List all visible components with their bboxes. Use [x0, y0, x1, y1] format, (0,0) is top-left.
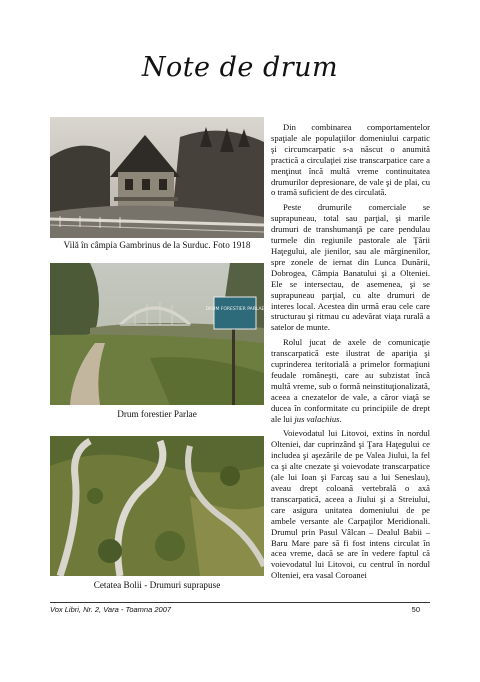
footer-publication: Vox Libri, Nr. 2, Vara - Toamna 2007 — [50, 605, 172, 614]
article-paragraph — [271, 337, 430, 424]
photo-caption-cetatea: Cetatea Bolii - Drumuri suprapuse — [93, 580, 221, 590]
photo-caption-villa: Vilă în câmpia Gambrinus de la Surduc. Foto 1918 — [63, 240, 251, 250]
photo-caption-road: Drum forestier Parlae — [117, 409, 197, 419]
article-text — [271, 122, 430, 581]
page-footer — [50, 605, 430, 614]
cetatea-bolii-photo — [50, 436, 264, 576]
article-paragraph: Peste drumurile comerciale se suprapuneau, total sau parţial, şi marile drumuri de transhumanţă pe care pendulau turmele din regiunile pastorale ale Ţării Haţegului, ale jienilor, sau ale mărginenilor, spre zonele de iernat din Lunca Dunării, Dobrogea, Câmpia Banatului şi a Olteniei. Ele se intersectau, de asemenea, şi se suprapuneau parţial, cu alte drumuri de interes local. Acestea din urmă erau cele care structurau şi ritmau cu adevărat viaţa rurală a satelor de munte. — [271, 202, 430, 333]
footer-rule — [50, 602, 430, 603]
forest-road-photo — [50, 263, 264, 405]
italic-term-suffix: . — [339, 413, 342, 424]
article-paragraph: Din combinarea comportamentelor spaţiale ale populaţiilor domeniului carpatic şi circumcarpatic s-a născut o anumită practică a circulaţiei zise transcarpatice care a menţinut încă multă vreme continuitatea drumurilor depresionare, de vale şi de plai, cu o tramă suficient de des circulată. — [271, 122, 430, 198]
page-title: Note de drum — [141, 52, 339, 83]
road-sign-text: DRUM FORESTIER PARLAE — [205, 307, 264, 312]
article-paragraph: Voievodatul lui Litovoi, extins în nordul Olteniei, dar cuprinzând şi Ţara Haţegului ce includea şi aşezările de pe Valea Jiului, la fel ca şi alte cnezate şi voievodate transcarpatice (ale lui Ioan şi Farcaş sau a lui Seneslau), aveau drept coloană vertebrală o axă transcarpatică, aceea a Jiului şi a Streiului, care asigura unitatea domeniului de pe ambele versante ale Carpaţilor Meridionali. Drumul prin Pasul Vâlcan – Dealul Babii – Baru Mare pare să fi fost intens circulat în acea vreme, dacă se are în vedere faptul că voievodatul lui Litovoi, cu centrul în nordul Olteniei, era vasal Coroanei — [271, 428, 430, 581]
page-number: 50 — [411, 605, 420, 614]
villa-photo — [50, 117, 264, 238]
paragraph-text: Rolul jucat de axele de comunicaţie transcarpatică este ilustrat de apariţia şi cuprinderea teritorială a primelor formaţiuni feudale româneşti, care au subzistat încă multă vreme, sub o formă neinstituţionalizată, aceea a cnezatelor de vale, a căror viaţă se ducea în conformitate cu principiile de drept ale lui — [271, 337, 430, 424]
italic-term: jus valachius — [294, 413, 340, 424]
